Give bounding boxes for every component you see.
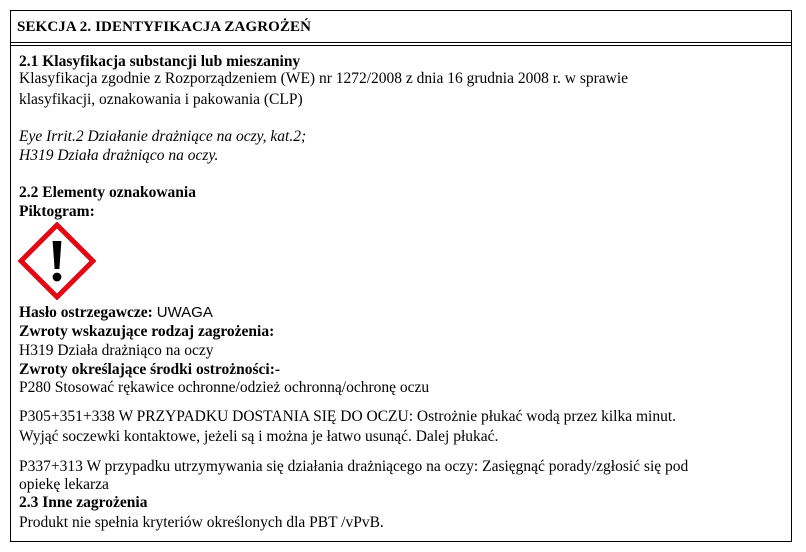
section-header bbox=[11, 11, 791, 43]
signal-word-label: Hasło ostrzegawcze: bbox=[19, 304, 157, 321]
section-frame bbox=[10, 10, 792, 542]
precautionary-statements-label: Zwroty określające środki ostrożności:- bbox=[19, 361, 281, 378]
header-divider bbox=[11, 45, 791, 46]
hazard-statements-label: Zwroty wskazujące rodzaj zagrożenia: bbox=[19, 323, 275, 340]
signal-word-value: UWAGA bbox=[156, 304, 213, 321]
pictogram-label: Piktogram: bbox=[19, 203, 95, 220]
heading-2-2: 2.2 Elementy oznakowania bbox=[19, 184, 196, 201]
hazard-statement-h319: H319 Działa drażniąco na oczy bbox=[19, 342, 214, 359]
classification-eye-irrit: Eye Irrit.2 Działanie drażniące na oczy, kat.2; bbox=[19, 128, 307, 145]
precautionary-p305-line-2: Wyjąć soczewki kontaktowe, jeżeli są i można je łatwo usunąć. Dalej płukać. bbox=[19, 428, 499, 445]
heading-2-3: 2.3 Inne zagrożenia bbox=[19, 494, 148, 511]
exclamation-mark-ghs07-icon bbox=[18, 222, 96, 300]
heading-2-1: 2.1 Klasyfikacja substancji lub mieszaniny bbox=[19, 53, 301, 70]
precautionary-p280: P280 Stosować rękawice ochronne/odzież ochronną/ochronę oczu bbox=[19, 379, 430, 396]
classification-line-1: Klasyfikacja zgodnie z Rozporządzeniem (WE) nr 1272/2008 z dnia 16 grudnia 2008 r. w sprawie bbox=[19, 70, 629, 87]
signal-word-row bbox=[19, 303, 213, 322]
other-hazards-text: Produkt nie spełnia kryteriów określonych dla PBT /vPvB. bbox=[19, 514, 384, 531]
section-title: SEKCJA 2. IDENTYFIKACJA ZAGROŻEŃ bbox=[17, 19, 312, 35]
precautionary-p337-line-1: P337+313 W przypadku utrzymywania się działania drażniącego na oczy: Zasięgnąć porady/zgłosić się pod bbox=[19, 458, 689, 475]
classification-line-2: klasyfikacji, oznakowania i pakowania (CLP) bbox=[19, 91, 303, 108]
classification-h319: H319 Działa drażniąco na oczy. bbox=[19, 147, 219, 164]
precautionary-p337-line-2: opiekę lekarza bbox=[19, 476, 109, 493]
precautionary-p305-line-1: P305+351+338 W PRZYPADKU DOSTANIA SIĘ DO OCZU: Ostrożnie płukać wodą przez kilka minut. bbox=[19, 408, 677, 425]
